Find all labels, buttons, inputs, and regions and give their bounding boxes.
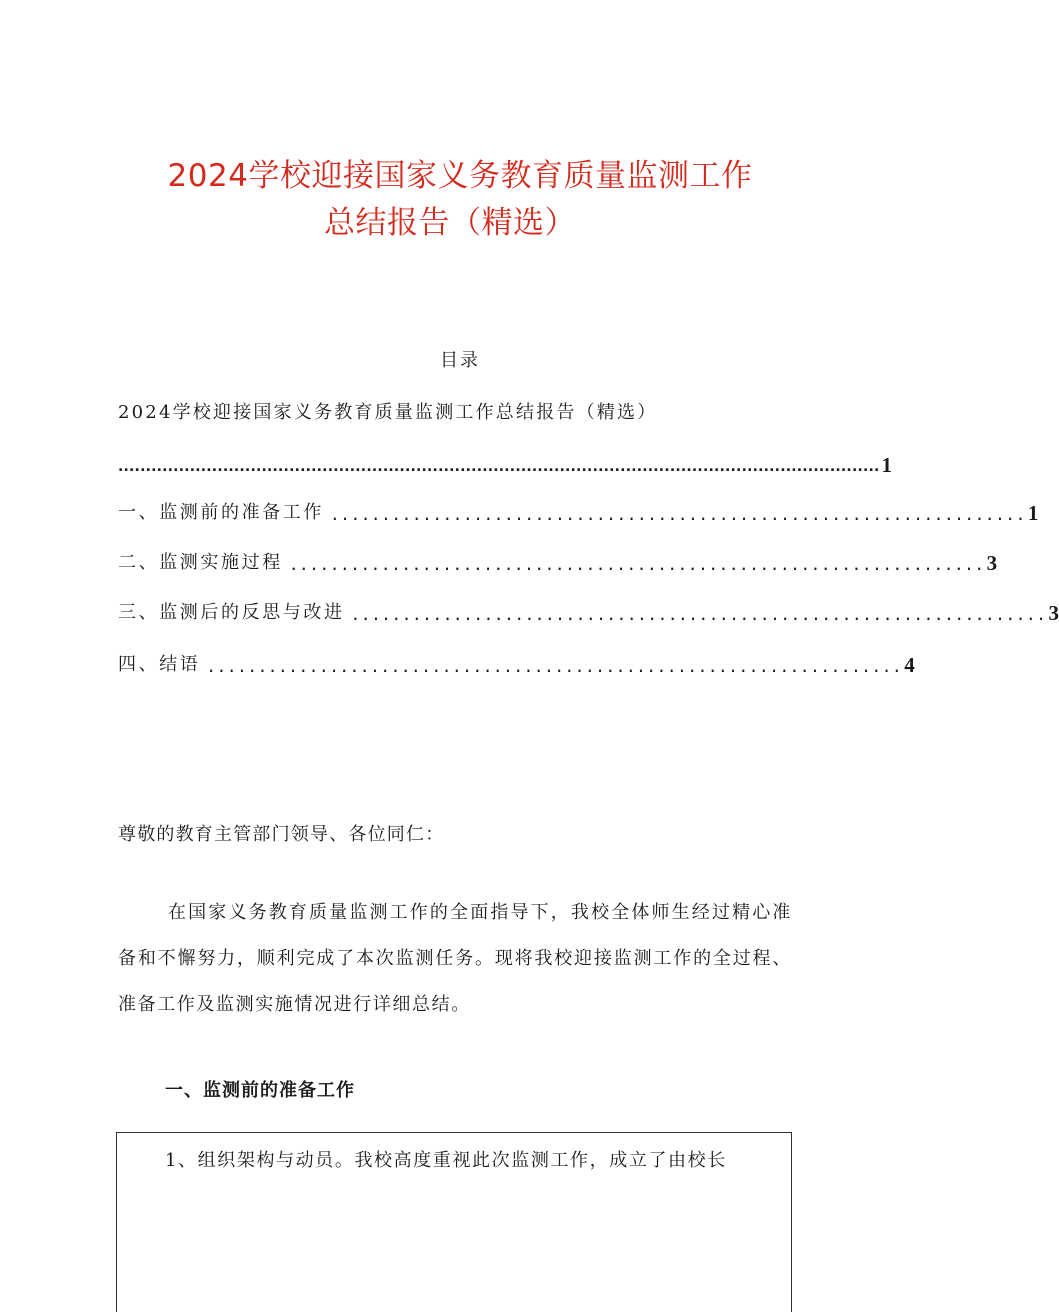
toc-entry-label: 二、监测实施过程: [118, 552, 283, 573]
toc-entry-title[interactable]: 2024学校迎接国家义务教育质量监测工作总结报告（精选）: [118, 402, 658, 423]
section-1-paragraph-1: 1、组织架构与动员。我校高度重视此次监测工作，成立了由校长: [165, 1150, 727, 1171]
toc-entry-section-2[interactable]: [118, 548, 998, 576]
toc-entry-label: 一、监测前的准备工作: [118, 502, 324, 523]
toc-entry-section-1[interactable]: [118, 498, 1039, 526]
toc-page-number: 1: [881, 453, 893, 477]
toc-page-number: 3: [986, 551, 998, 575]
toc-entry-title-leader[interactable]: [118, 449, 893, 477]
toc-entry-label: 四、结语: [118, 654, 201, 675]
document-title-line-2: 总结报告（精选）: [324, 205, 576, 241]
document-title-line-1: 2024学校迎接国家义务教育质量监测工作: [167, 158, 753, 194]
toc-page-number: 3: [1048, 601, 1059, 625]
dot-leader: ....................................................................: [288, 555, 985, 574]
dot-leader: ....................................................................: [350, 605, 1047, 624]
dot-leader: ....................................................................: [206, 657, 903, 676]
salutation: 尊敬的教育主管部门领导、各位同仁：: [118, 824, 445, 845]
toc-entry-section-4[interactable]: [118, 650, 915, 678]
section-heading-1: 一、监测前的准备工作: [165, 1080, 355, 1101]
toc-page-number: 4: [904, 653, 915, 677]
intro-paragraph: 在国家义务教育质量监测工作的全面指导下，我校全体师生经过精心准备和不懈努力，顺利完成了本次监测任务。现将我校迎接监测工作的全过程、准备工作及监测实施情况进行详细总结。: [118, 902, 792, 1015]
dot-leader: ..........................................................................................................................................: [118, 459, 880, 475]
dot-leader: ....................................................................: [330, 505, 1026, 524]
toc-heading: 目录: [440, 350, 480, 371]
toc-entry-section-3[interactable]: [118, 598, 1059, 626]
toc-page-number: 1: [1027, 501, 1039, 525]
toc-entry-label: 三、监测后的反思与改进: [118, 602, 345, 623]
